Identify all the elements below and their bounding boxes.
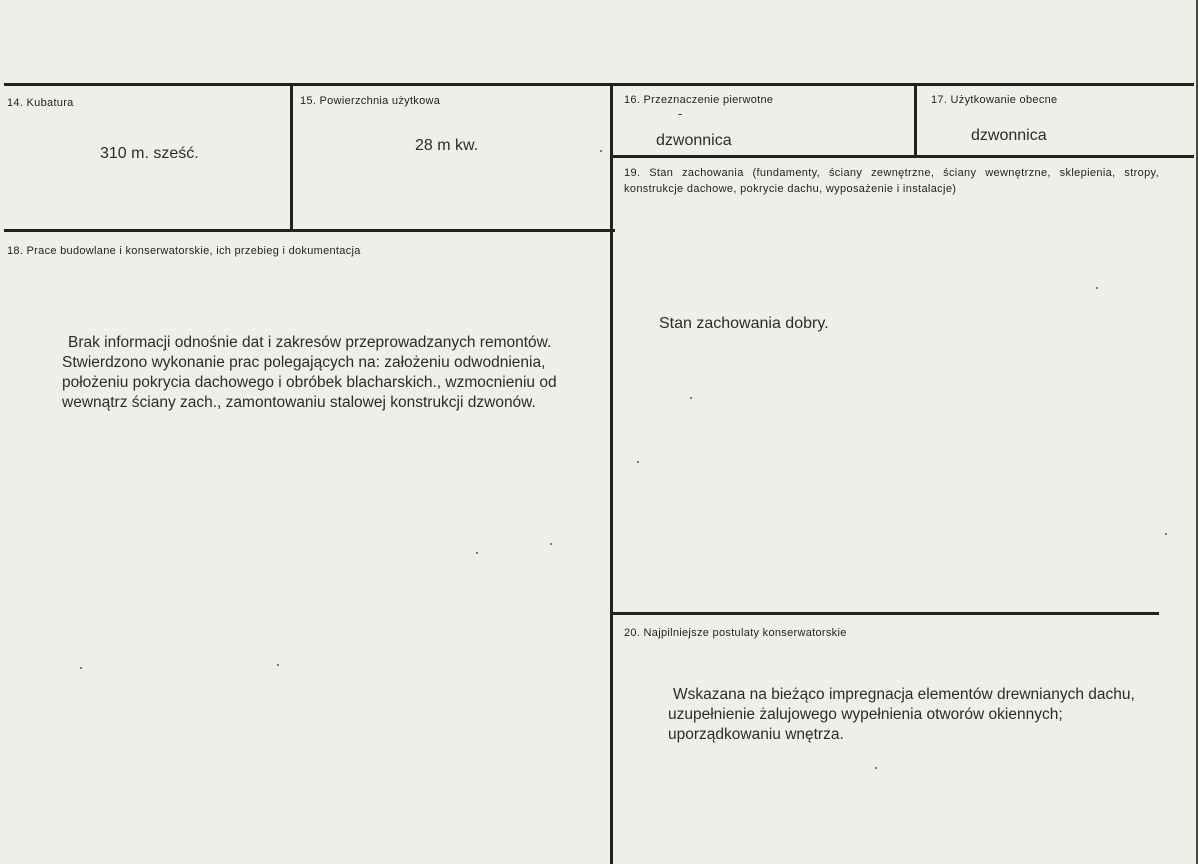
divider-16-17 — [914, 84, 917, 157]
powierzchnia-value: 28 m kw. — [415, 137, 479, 154]
przeznaczenie-label: 16. Przeznaczenie pierwotne — [624, 94, 774, 106]
postulaty-line: Wskazana na bieżąco impregnacja elementów drewnianych dachu, — [673, 686, 1135, 703]
prace-line: położeniu pokrycia dachowego i obróbek blacharskich., wzmocnieniu od — [62, 374, 557, 391]
scan-speck — [277, 664, 279, 666]
prace-label: 18. Prace budowlane i konserwatorskie, ich przebieg i dokumentacja — [7, 245, 361, 257]
scan-speck — [1096, 287, 1098, 289]
stan-label: 19. Stan zachowania (fundamenty, ściany zewnętrzne, ściany wewnętrzne, sklepienia, stropy, konstrukcje dachowe, pokrycie dachu, wyposażenie i instalacje) — [624, 167, 1159, 195]
przeznaczenie-dash: - — [678, 106, 683, 121]
prace-line: Stwierdzono wykonanie prac polegających na: założeniu odwodnienia, — [62, 354, 546, 371]
powierzchnia-label: 15. Powierzchnia użytkowa — [300, 95, 441, 107]
prace-line: wewnątrz ściany zach., zamontowaniu stalowej konstrukcji dzwonów. — [62, 394, 536, 411]
scan-speck — [600, 150, 602, 152]
kubatura-value: 310 m. sześć. — [100, 145, 199, 162]
scan-speck — [476, 552, 478, 554]
postulaty-label: 20. Najpilniejsze postulaty konserwatorskie — [624, 627, 847, 639]
divider-main — [610, 84, 613, 864]
scan-speck — [550, 543, 552, 545]
postulaty-text — [668, 685, 1188, 745]
scan-speck — [875, 767, 877, 769]
stan-value: Stan zachowania dobry. — [659, 315, 829, 332]
prace-line: Brak informacji odnośnie dat i zakresów przeprowadzanych remontów. — [68, 334, 552, 351]
scan-speck — [690, 397, 692, 399]
scan-speck — [80, 667, 82, 669]
uzytkowanie-label: 17. Użytkowanie obecne — [931, 94, 1058, 106]
rule-below-19 — [613, 612, 1159, 615]
kubatura-label: 14. Kubatura — [7, 97, 74, 109]
uzytkowanie-value: dzwonnica — [971, 127, 1047, 144]
divider-14-15 — [290, 84, 293, 231]
scan-speck — [637, 461, 639, 463]
scan-speck — [1165, 533, 1167, 535]
rule-below-14-15 — [4, 229, 615, 232]
przeznaczenie-value: dzwonnica — [656, 132, 732, 149]
postulaty-line: uporządkowaniu wnętrza. — [668, 726, 844, 743]
postulaty-line: uzupełnienie żalujowego wypełnienia otworów okiennych; — [668, 706, 1063, 723]
rule-below-16-17 — [613, 155, 1194, 158]
prace-text — [62, 333, 607, 413]
top-rule — [4, 83, 1194, 86]
